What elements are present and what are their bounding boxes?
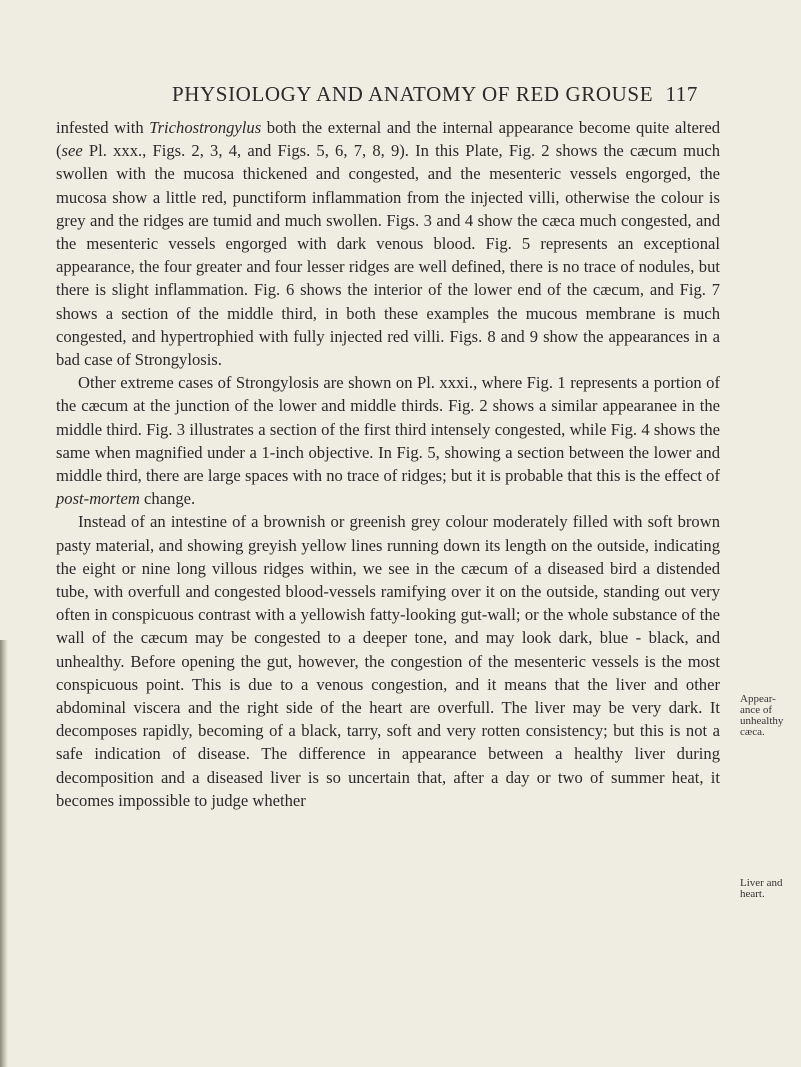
paragraph-1: infested with Trichostrongylus both the external and the internal appearance become quite altered (see Pl. xxx., Figs. 2, 3, 4, and Figs. 5, 6, 7, 8, 9). In this Plate, Fig. 2 shows the cæcum much swollen with the mucosa thickened and congested, and the mesenteric vessels engorged, the mucosa show a little red, punctiform inflammation from the injected villi, otherwise the colour is grey and the ridges are tumid and much swollen. Figs. 3 and 4 show the cæca much congested, and the mesenteric vessels engorged with dark venous blood. Fig. 5 represents an exceptional appearance, the four greater and four lesser ridges are well defined, there is no trace of nodules, but there is slight inflammation. Fig. 6 shows the interior of the lower end of the cæcum, and Fig. 7 shows a section of the middle third, in both these examples the mucous membrane is much congested, and hypertrophied with fully injected red villi. Figs. 8 and 9 show the appearances in a bad case of Strongylosis. [56, 118, 720, 370]
margin-note-appearance: Appear- ance of unhealthy cæca. [740, 693, 784, 738]
binding-shadow [0, 640, 8, 1067]
body-text [56, 116, 720, 812]
running-header [172, 82, 698, 107]
page-number: 117 [665, 82, 698, 106]
post-mortem-term: post-mortem [56, 489, 140, 509]
paragraph-2: Other extreme cases of Strongylosis are shown on Pl. xxxi., where Fig. 1 represents a portion of the cæcum at the junction of the lower and middle thirds. Fig. 2 shows a similar appearanee in the middle third. Fig. 3 illustrates a section of the first third intensely congested, while Fig. 4 shows the same when magnified under a 1-inch objective. In Fig. 5, showing a section between the lower and middle third, there are large spaces with no trace of ridges; but it is probable that this is the effect of post-mortem change. [56, 373, 720, 509]
paragraph-3: Instead of an intestine of a brownish or greenish grey colour moderately filled with soft brown pasty material, and showing greyish yellow lines running down its length on the outside, indicating the eight or nine long villous ridges within, we see in the cæcum of a diseased bird a distended tube, with overfull and congested blood-vessels ramifying over it on the outside, standing out very often in conspicuous contrast with a yellowish fatty-looking gut-wall; or the whole substance of the wall of the cæcum may be congested to a deeper tone, and may look dark, blue - black, and unhealthy. Before opening the gut, however, the congestion of the mesenteric vessels is the most conspicuous point. This is due to a venous congestion, and it means that the liver and other abdominal viscera and the right side of the heart are overfull. The liver may be very dark. It decomposes rapidly, becoming of a black, tarry, soft and very rotten consistency; but this is not a safe indication of disease. The difference in appearance between a healthy liver during decomposition and a diseased liver is so uncertain that, after a day or two of summer heat, it becomes impossible to judge whether [56, 512, 720, 810]
margin-note-liver: Liver and heart. [740, 877, 783, 900]
genus-name: Trichostrongylus [149, 118, 262, 137]
running-title: PHYSIOLOGY AND ANATOMY OF RED GROUSE [172, 82, 654, 106]
